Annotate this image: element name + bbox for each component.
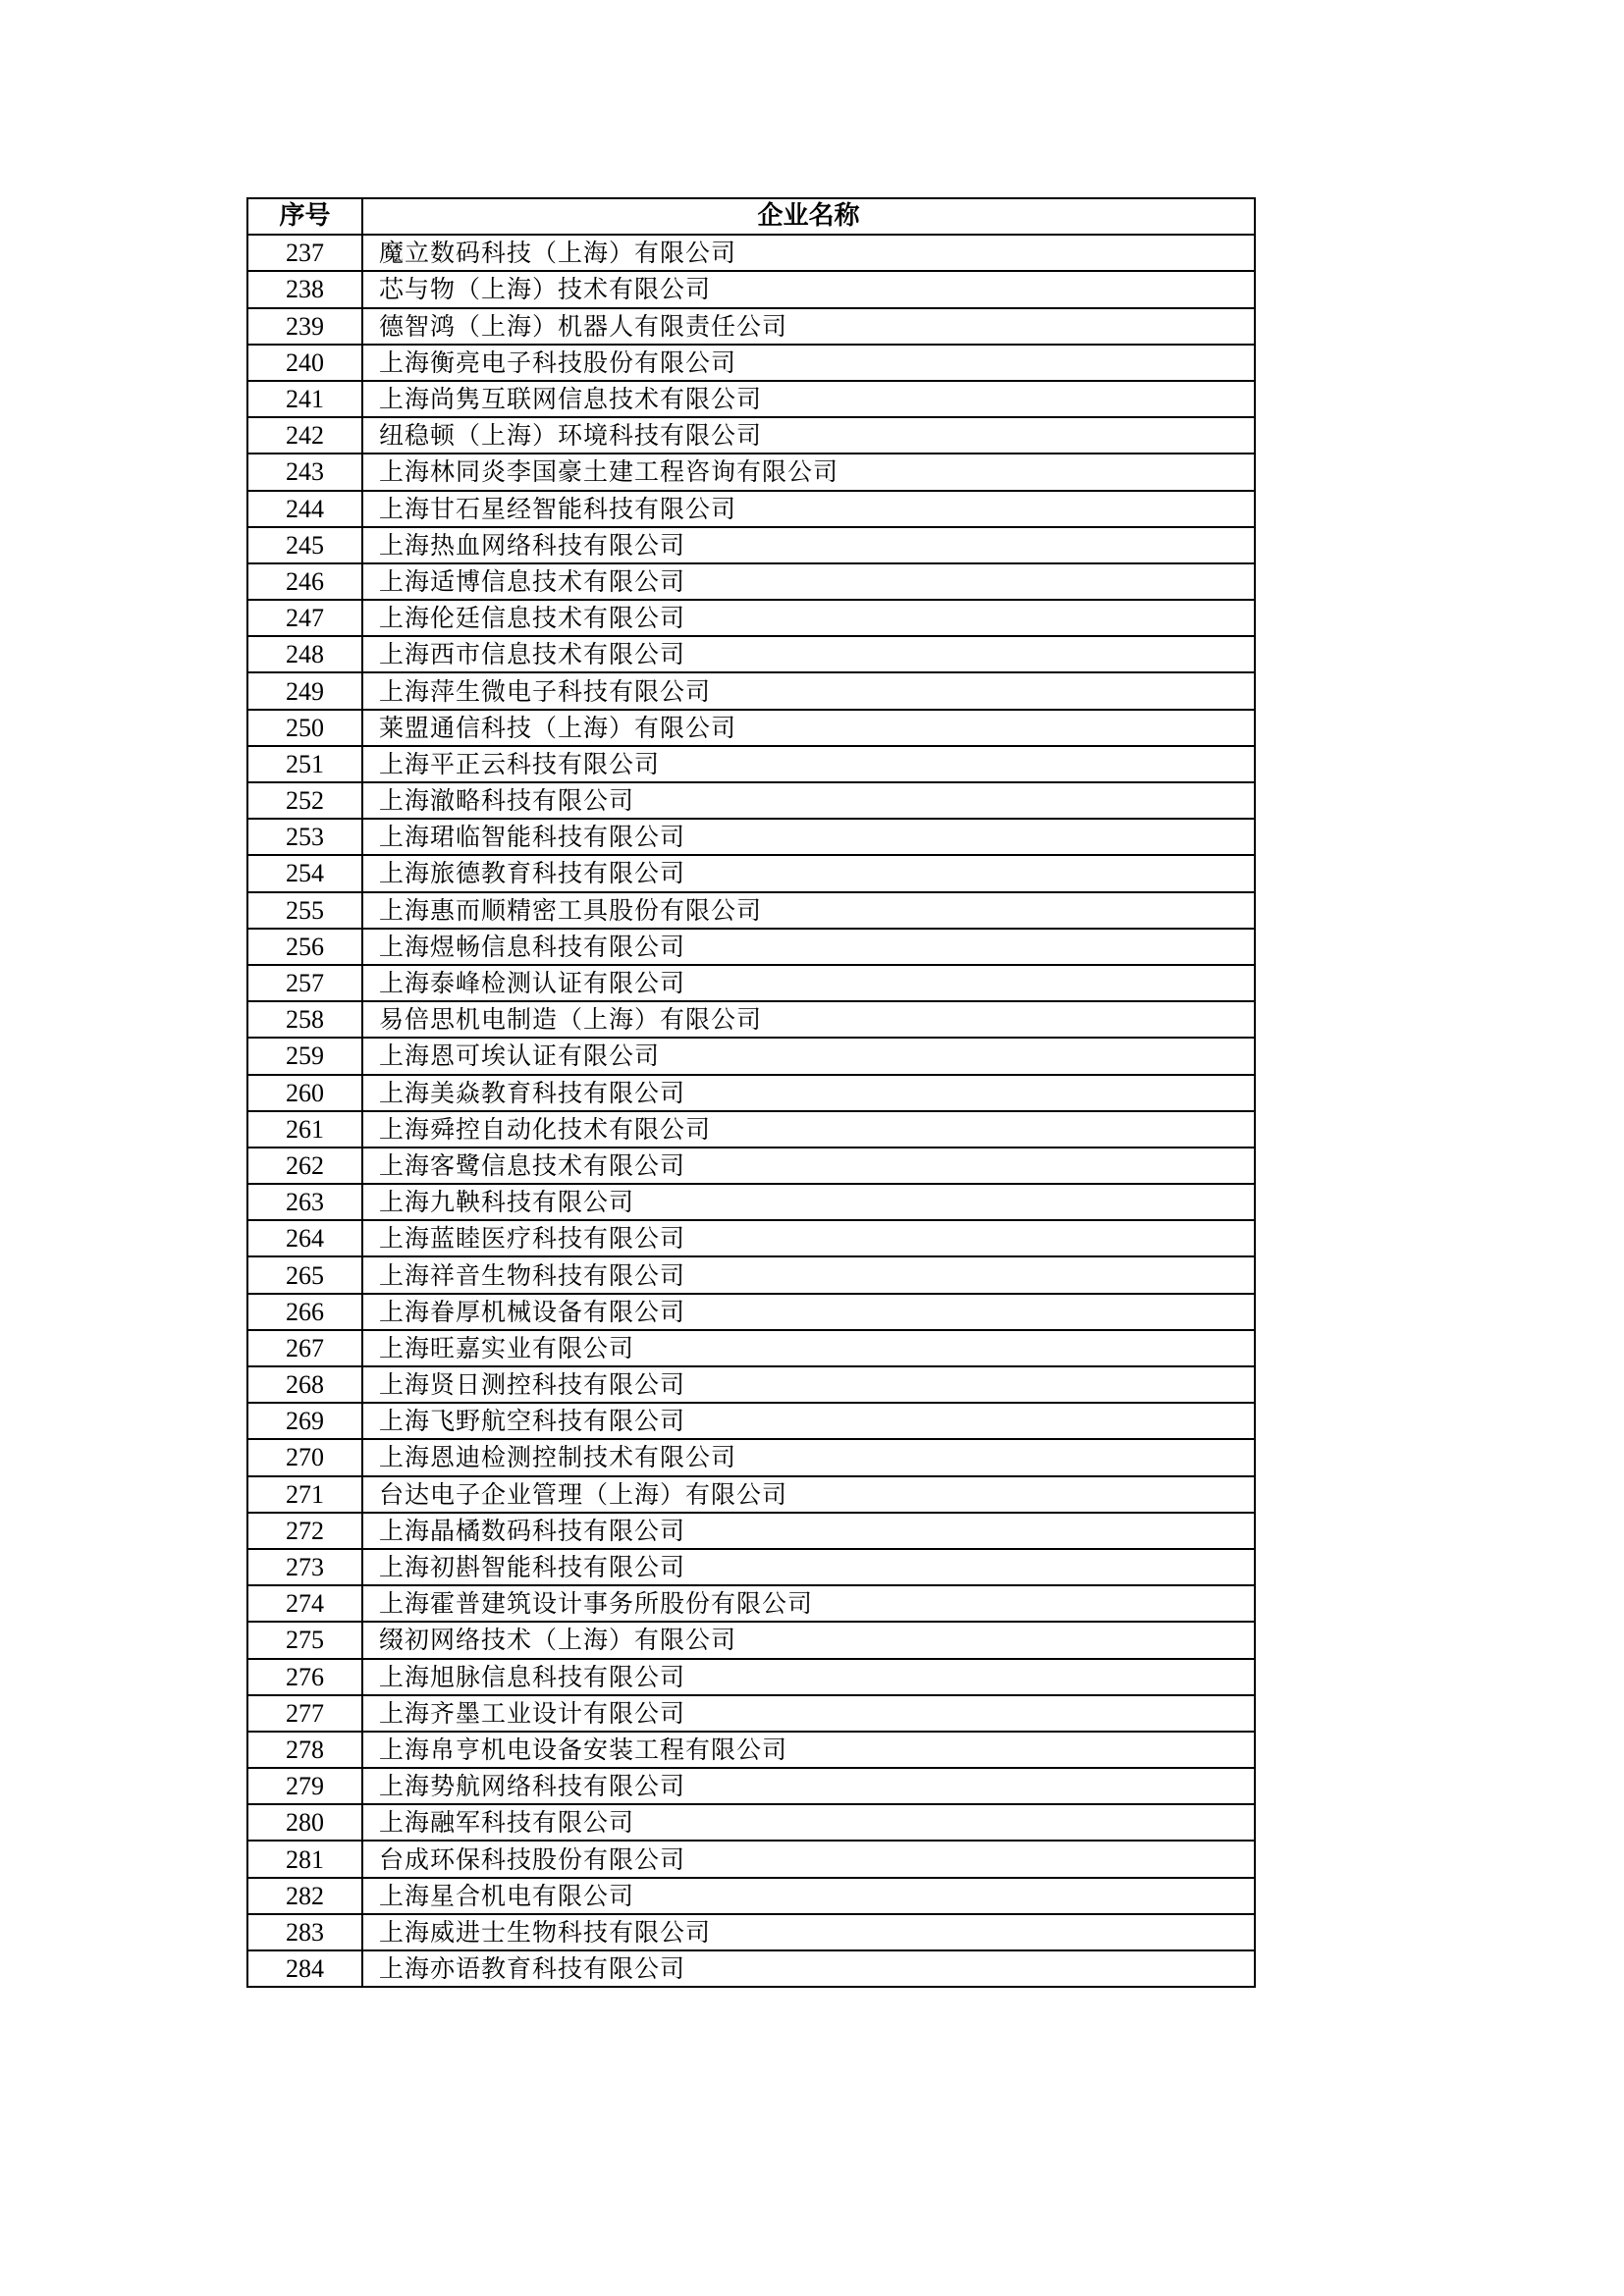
row-index: 279 <box>247 1768 362 1804</box>
row-index: 261 <box>247 1111 362 1148</box>
row-index: 268 <box>247 1366 362 1403</box>
table-row <box>247 1184 1255 1220</box>
row-index: 249 <box>247 672 362 709</box>
row-index: 239 <box>247 308 362 345</box>
row-company-name: 上海舜控自动化技术有限公司 <box>362 1111 1255 1148</box>
row-index: 257 <box>247 965 362 1001</box>
row-index: 267 <box>247 1330 362 1366</box>
table-row <box>247 1950 1255 1987</box>
row-company-name: 上海澈略科技有限公司 <box>362 782 1255 819</box>
row-company-name: 上海贤日测控科技有限公司 <box>362 1366 1255 1403</box>
row-index: 240 <box>247 345 362 381</box>
table-row <box>247 1256 1255 1293</box>
row-index: 244 <box>247 491 362 527</box>
table-row <box>247 1403 1255 1439</box>
table-row <box>247 1878 1255 1914</box>
table-row <box>247 1075 1255 1111</box>
table-row <box>247 527 1255 563</box>
row-index: 284 <box>247 1950 362 1987</box>
row-company-name: 易倍思机电制造（上海）有限公司 <box>362 1001 1255 1038</box>
row-company-name: 上海亦语教育科技有限公司 <box>362 1950 1255 1987</box>
table-row <box>247 235 1255 271</box>
row-company-name: 上海晶橘数码科技有限公司 <box>362 1513 1255 1549</box>
header-index: 序号 <box>247 198 362 235</box>
row-index: 245 <box>247 527 362 563</box>
row-company-name: 上海飞野航空科技有限公司 <box>362 1403 1255 1439</box>
row-company-name: 上海初斟智能科技有限公司 <box>362 1549 1255 1585</box>
table-row <box>247 1914 1255 1950</box>
row-company-name: 上海衡亮电子科技股份有限公司 <box>362 345 1255 381</box>
row-index: 248 <box>247 636 362 672</box>
row-index: 275 <box>247 1622 362 1658</box>
row-company-name: 上海伦廷信息技术有限公司 <box>362 600 1255 636</box>
table-row <box>247 855 1255 891</box>
table-row <box>247 819 1255 855</box>
table-row <box>247 600 1255 636</box>
row-company-name: 上海恩可埃认证有限公司 <box>362 1038 1255 1074</box>
row-index: 251 <box>247 746 362 782</box>
row-index: 272 <box>247 1513 362 1549</box>
table-row <box>247 1038 1255 1074</box>
row-company-name: 上海势航网络科技有限公司 <box>362 1768 1255 1804</box>
row-index: 250 <box>247 710 362 746</box>
table-row <box>247 965 1255 1001</box>
row-company-name: 芯与物（上海）技术有限公司 <box>362 271 1255 307</box>
row-company-name: 上海旭脉信息科技有限公司 <box>362 1659 1255 1695</box>
row-company-name: 上海恩迪检测控制技术有限公司 <box>362 1439 1255 1475</box>
table-row <box>247 1476 1255 1513</box>
row-company-name: 上海客鹭信息技术有限公司 <box>362 1148 1255 1184</box>
table-header-row <box>247 198 1255 235</box>
row-company-name: 魔立数码科技（上海）有限公司 <box>362 235 1255 271</box>
table-row <box>247 381 1255 417</box>
row-index: 241 <box>247 381 362 417</box>
table-row <box>247 1330 1255 1366</box>
row-company-name: 上海珺临智能科技有限公司 <box>362 819 1255 855</box>
row-index: 273 <box>247 1549 362 1585</box>
row-company-name: 上海尚隽互联网信息技术有限公司 <box>362 381 1255 417</box>
row-index: 247 <box>247 600 362 636</box>
row-index: 281 <box>247 1841 362 1877</box>
table-row <box>247 892 1255 929</box>
row-index: 270 <box>247 1439 362 1475</box>
row-company-name: 纽稳顿（上海）环境科技有限公司 <box>362 417 1255 454</box>
table-row <box>247 1804 1255 1841</box>
table-row <box>247 710 1255 746</box>
row-index: 274 <box>247 1585 362 1622</box>
row-index: 254 <box>247 855 362 891</box>
table-row <box>247 345 1255 381</box>
row-company-name: 上海惠而顺精密工具股份有限公司 <box>362 892 1255 929</box>
table-row <box>247 417 1255 454</box>
table-row <box>247 1585 1255 1622</box>
row-company-name: 上海眷厚机械设备有限公司 <box>362 1294 1255 1330</box>
table-row <box>247 1659 1255 1695</box>
row-index: 265 <box>247 1256 362 1293</box>
table-row <box>247 563 1255 600</box>
row-company-name: 上海融军科技有限公司 <box>362 1804 1255 1841</box>
row-index: 263 <box>247 1184 362 1220</box>
table-row <box>247 1549 1255 1585</box>
company-list-table <box>246 197 1256 1988</box>
row-company-name: 上海热血网络科技有限公司 <box>362 527 1255 563</box>
table-row <box>247 1732 1255 1768</box>
row-index: 258 <box>247 1001 362 1038</box>
table-row <box>247 271 1255 307</box>
row-index: 260 <box>247 1075 362 1111</box>
row-index: 278 <box>247 1732 362 1768</box>
table-row <box>247 1768 1255 1804</box>
table-row <box>247 1148 1255 1184</box>
row-company-name: 上海泰峰检测认证有限公司 <box>362 965 1255 1001</box>
table-row <box>247 1001 1255 1038</box>
row-index: 276 <box>247 1659 362 1695</box>
table-row <box>247 308 1255 345</box>
row-company-name: 上海平正云科技有限公司 <box>362 746 1255 782</box>
header-company-name: 企业名称 <box>362 198 1255 235</box>
row-index: 283 <box>247 1914 362 1950</box>
row-company-name: 缀初网络技术（上海）有限公司 <box>362 1622 1255 1658</box>
row-company-name: 上海甘石星经智能科技有限公司 <box>362 491 1255 527</box>
table-row <box>247 929 1255 965</box>
row-index: 264 <box>247 1220 362 1256</box>
row-index: 256 <box>247 929 362 965</box>
row-index: 255 <box>247 892 362 929</box>
table-row <box>247 1294 1255 1330</box>
row-index: 277 <box>247 1695 362 1732</box>
table-row <box>247 1841 1255 1877</box>
row-company-name: 上海林同炎李国豪土建工程咨询有限公司 <box>362 454 1255 490</box>
row-company-name: 上海适博信息技术有限公司 <box>362 563 1255 600</box>
table-row <box>247 1220 1255 1256</box>
row-index: 282 <box>247 1878 362 1914</box>
row-company-name: 上海萍生微电子科技有限公司 <box>362 672 1255 709</box>
row-index: 271 <box>247 1476 362 1513</box>
row-company-name: 上海旅德教育科技有限公司 <box>362 855 1255 891</box>
table-row <box>247 1695 1255 1732</box>
table-row <box>247 1513 1255 1549</box>
row-company-name: 上海帛亨机电设备安装工程有限公司 <box>362 1732 1255 1768</box>
row-index: 252 <box>247 782 362 819</box>
row-company-name: 上海齐墨工业设计有限公司 <box>362 1695 1255 1732</box>
row-index: 237 <box>247 235 362 271</box>
row-company-name: 上海美焱教育科技有限公司 <box>362 1075 1255 1111</box>
row-company-name: 上海煜畅信息科技有限公司 <box>362 929 1255 965</box>
table-body <box>247 235 1255 1987</box>
table-row <box>247 782 1255 819</box>
table-row <box>247 491 1255 527</box>
row-company-name: 德智鸿（上海）机器人有限责任公司 <box>362 308 1255 345</box>
table-row <box>247 1111 1255 1148</box>
row-index: 238 <box>247 271 362 307</box>
row-index: 280 <box>247 1804 362 1841</box>
row-index: 243 <box>247 454 362 490</box>
table-row <box>247 1622 1255 1658</box>
row-company-name: 上海霍普建筑设计事务所股份有限公司 <box>362 1585 1255 1622</box>
row-company-name: 上海威进士生物科技有限公司 <box>362 1914 1255 1950</box>
table-row <box>247 672 1255 709</box>
row-company-name: 台达电子企业管理（上海）有限公司 <box>362 1476 1255 1513</box>
row-company-name: 上海祥音生物科技有限公司 <box>362 1256 1255 1293</box>
row-company-name: 上海旺嘉实业有限公司 <box>362 1330 1255 1366</box>
row-index: 253 <box>247 819 362 855</box>
table-row <box>247 636 1255 672</box>
table-row <box>247 1439 1255 1475</box>
row-company-name: 莱盟通信科技（上海）有限公司 <box>362 710 1255 746</box>
table-row <box>247 1366 1255 1403</box>
row-company-name: 上海蓝睦医疗科技有限公司 <box>362 1220 1255 1256</box>
row-company-name: 台成环保科技股份有限公司 <box>362 1841 1255 1877</box>
row-index: 259 <box>247 1038 362 1074</box>
row-company-name: 上海九鞅科技有限公司 <box>362 1184 1255 1220</box>
row-index: 266 <box>247 1294 362 1330</box>
row-company-name: 上海星合机电有限公司 <box>362 1878 1255 1914</box>
table-row <box>247 746 1255 782</box>
row-index: 269 <box>247 1403 362 1439</box>
table-row <box>247 454 1255 490</box>
row-index: 262 <box>247 1148 362 1184</box>
row-index: 242 <box>247 417 362 454</box>
row-company-name: 上海西市信息技术有限公司 <box>362 636 1255 672</box>
row-index: 246 <box>247 563 362 600</box>
